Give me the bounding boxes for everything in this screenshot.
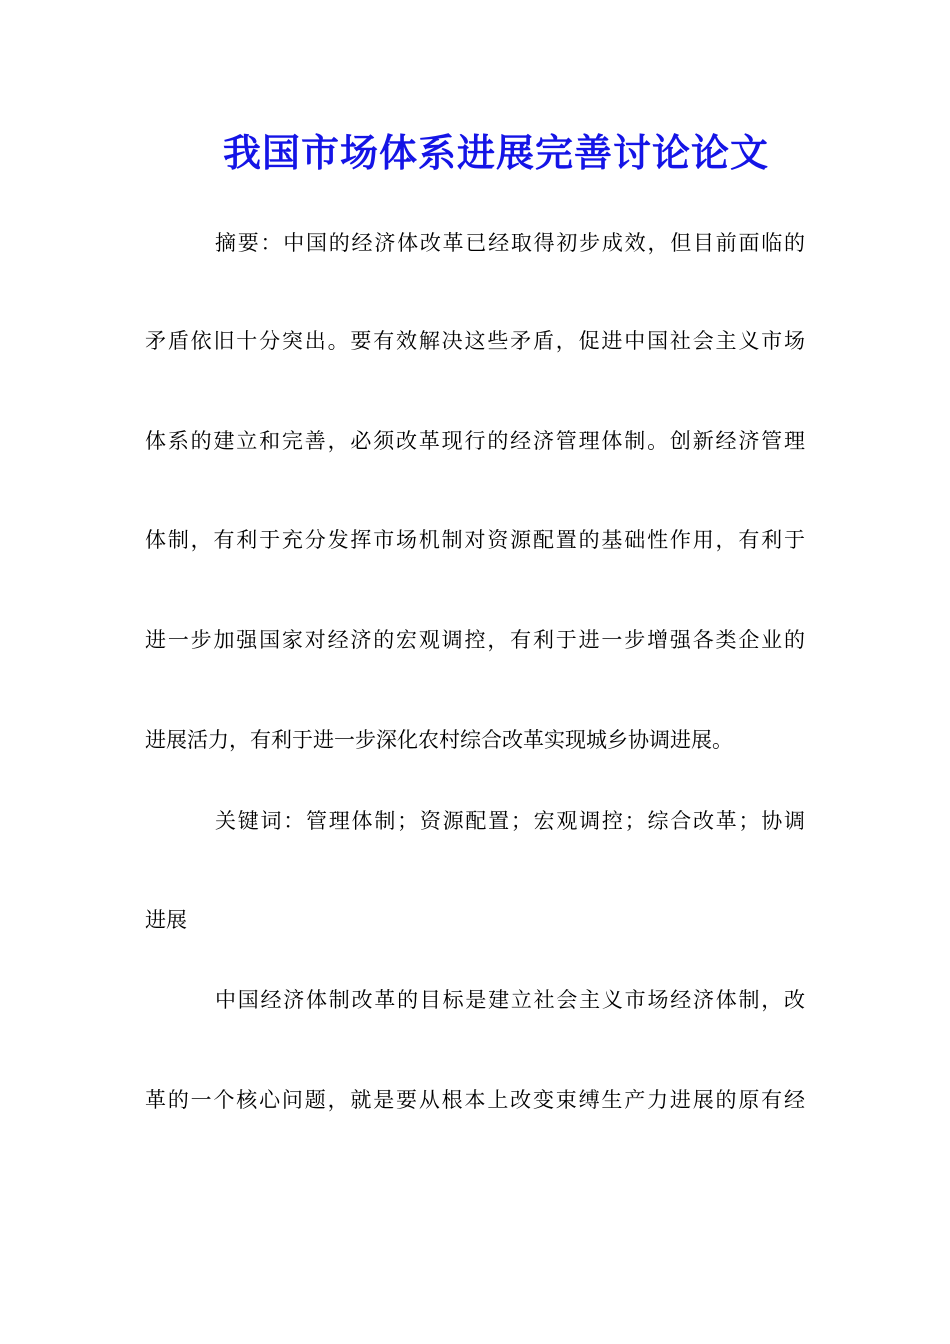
abstract-line: 进一步加强国家对经济的宏观调控，有利于进一步增强各类企业的 [145,628,805,652]
abstract-line: 进展活力，有利于进一步深化农村综合改革实现城乡协调进展。 [145,728,733,752]
body-paragraph-line: 革的一个核心问题，就是要从根本上改变束缚生产力进展的原有经 [145,1088,805,1112]
body-paragraph-line: 中国经济体制改革的目标是建立社会主义市场经济体制，改 [215,988,805,1012]
keywords-line: 进展 [145,908,187,932]
abstract-line: 体系的建立和完善，必须改革现行的经济管理体制。创新经济管理 [145,429,805,453]
document-title: 我国市场体系进展完善讨论论文 [222,130,769,175]
abstract-line: 体制，有利于充分发挥市场机制对资源配置的基础性作用，有利于 [145,528,805,552]
abstract-line: 矛盾依旧十分突出。要有效解决这些矛盾，促进中国社会主义市场 [145,329,805,353]
abstract-line: 摘要：中国的经济体改革已经取得初步成效，但目前面临的 [215,231,805,255]
keywords-line: 关键词：管理体制；资源配置；宏观调控；综合改革；协调 [215,809,805,833]
